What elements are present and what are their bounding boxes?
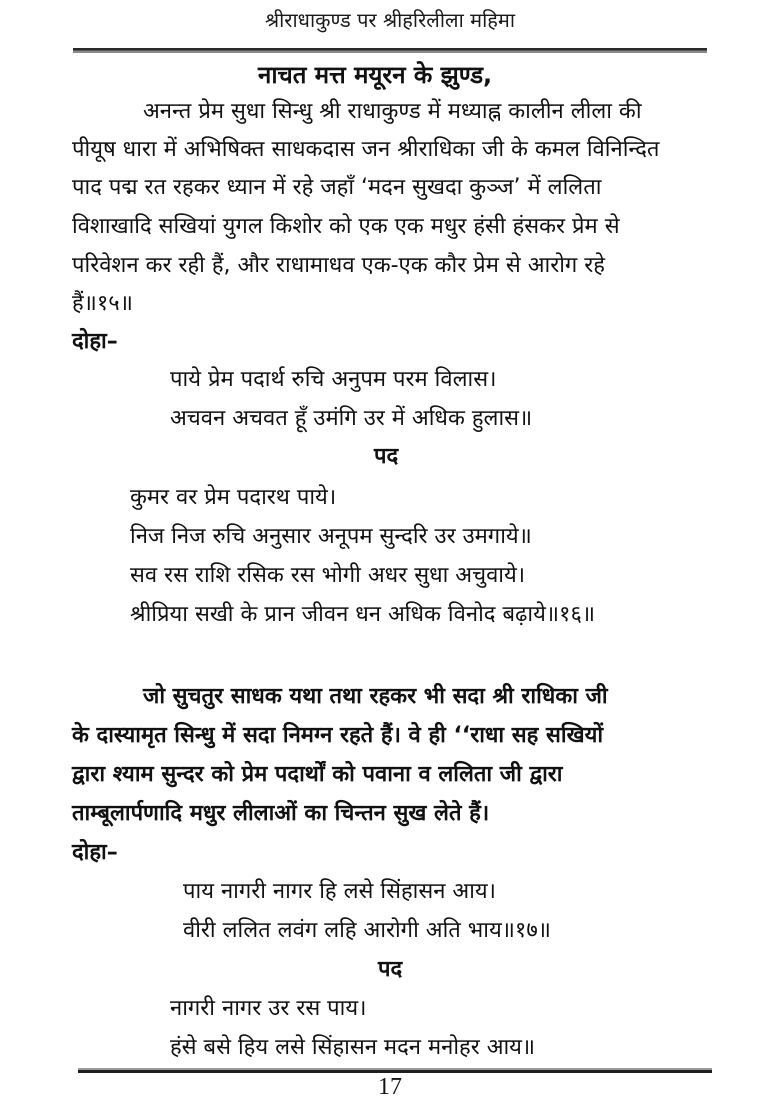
running-head: श्रीराधाकुण्ड पर श्रीहरिलीला महिमा [264, 8, 516, 32]
pad-line: हंसे बसे हिय लसे सिंहासन मदन मनोहर आय॥ [170, 1035, 536, 1060]
section-title: नाचत मत्त मयूरन के झुण्ड, [258, 61, 493, 89]
paragraph-line: विशाखादि सखियां युगल किशोर को एक एक मधुर हंसी हंसकर प्रेम से [72, 214, 620, 239]
paragraph-line: पाद पद्म रत रहकर ध्यान में रहे जहाँ ‘मदन सुखदा कुञ्ज’ में ललिता [72, 175, 602, 200]
pad-label: पद [374, 444, 399, 469]
paragraph-line: जो सुचतुर साधक यथा तथा रहकर भी सदा श्री राधिका जी [143, 684, 608, 709]
paragraph-line: द्वारा श्याम सुन्दर को प्रेम पदार्थों को पवाना व ललिता जी द्वारा [72, 762, 563, 787]
top-rule [73, 48, 707, 53]
doha-line: पाये प्रेम पदार्थ रुचि अनुपम परम विलास। [170, 367, 497, 392]
bottom-rule [78, 1068, 712, 1073]
paragraph-line: के दास्यामृत सिन्धु में सदा निमग्न रहते हैं। वे ही ‘‘राधा सह सखियों [72, 723, 604, 748]
doha-line: वीरी ललित लवंग लहि आरोगी अति भाय॥१७॥ [183, 918, 551, 943]
doha-line: अचवन अचवत हूँ उमंगि उर में अधिक हुलास॥ [170, 406, 533, 431]
doha-label: दोहा– [72, 840, 118, 865]
paragraph-line: परिवेशन कर रही हैं, और राधामाधव एक-एक कौर प्रेम से आरोग रहे [72, 253, 605, 278]
pad-label: पद [378, 957, 403, 982]
paragraph-line: ताम्बूलार्पणादि मधुर लीलाओं का चिन्तन सुख लेते हैं। [72, 801, 490, 826]
pad-line: निज निज रुचि अनुसार अनूपम सुन्दरि उर उमगाये॥ [130, 524, 532, 549]
paragraph-line: हैं॥१५॥ [72, 291, 133, 316]
paragraph-line: पीयूष धारा में अभिषिक्त साधकदास जन श्रीराधिका जी के कमल विनिन्दित [72, 137, 660, 162]
pad-line: श्रीप्रिया सखी के प्रान जीवन धन अधिक विनोद बढ़ाये॥१६॥ [130, 602, 596, 627]
doha-line: पाय नागरी नागर हि लसे सिंहासन आय। [183, 879, 496, 904]
pad-line: नागरी नागर उर रस पाय। [170, 996, 367, 1021]
doha-label: दोहा– [72, 329, 118, 354]
page-number: 17 [378, 1074, 402, 1100]
pad-line: सव रस राशि रसिक रस भोगी अधर सुधा अचुवाये। [130, 563, 526, 588]
paragraph-line: अनन्त प्रेम सुधा सिन्धु श्री राधाकुण्ड में मध्याह्न कालीन लीला की [143, 99, 642, 124]
pad-line: कुमर वर प्रेम पदारथ पाये। [130, 485, 337, 510]
